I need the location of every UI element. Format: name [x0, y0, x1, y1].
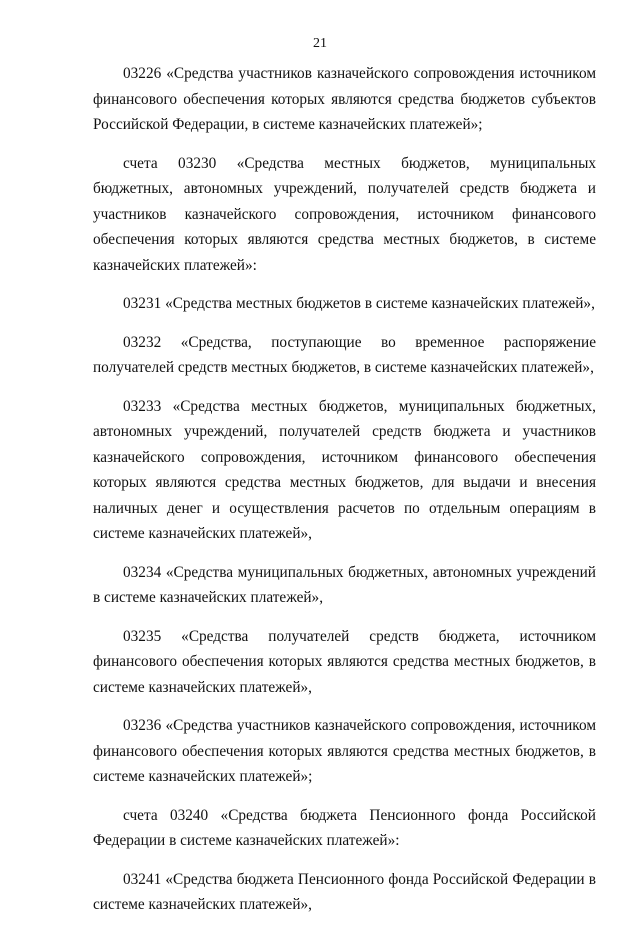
paragraph-03236: 03236 «Средства участников казначейского сопровождения, источником финансового обеспечения которых являются средства местных бюджетов, в системе казначейских платежей»; [93, 717, 596, 785]
paragraph-accounts-03230: счета 03230 «Средства местных бюджетов, муниципальных бюджетных, автономных учреждений, получателей средств бюджета и участников казначейского сопровождения, источником финансового обеспечения которых являются средства местных бюджетов, в системе казначейских платежей»: [93, 154, 596, 274]
paragraph-03233: 03233 «Средства местных бюджетов, муниципальных бюджетных, автономных учреждений, получателей средств бюджета и участников казначейского сопровождения, источником финансового обеспечения которых являются средства местных бюджетов, для выдачи и внесения наличных денег и осуществления расчетов по отдельным операциям в системе казначейских платежей», [93, 397, 596, 542]
paragraph-03235: 03235 «Средства получателей средств бюджета, источником финансового обеспечения которых являются средства местных бюджетов, в системе казначейских платежей», [93, 627, 596, 696]
page-number: 21 [313, 36, 327, 51]
paragraph-03241: 03241 «Средства бюджета Пенсионного фонда Российской Федерации в системе казначейских платежей», [93, 870, 596, 913]
paragraph-03232: 03232 «Средства, поступающие во временное распоряжение получателей средств местных бюджетов, в системе казначейских платежей», [93, 333, 596, 376]
document-body [93, 61, 596, 931]
paragraph-accounts-03240: счета 03240 «Средства бюджета Пенсионного фонда Российской Федерации в системе казначейских платежей»: [93, 806, 596, 849]
paragraph-03234: 03234 «Средства муниципальных бюджетных, автономных учреждений в системе казначейских платежей», [93, 563, 596, 606]
paragraph-03231: 03231 «Средства местных бюджетов в системе казначейских платежей», [123, 295, 595, 312]
paragraph-03226: 03226 «Средства участников казначейского сопровождения источником финансового обеспечения которых являются средства бюджетов субъектов Российской Федерации, в системе казначейских платежей»; [93, 65, 596, 133]
